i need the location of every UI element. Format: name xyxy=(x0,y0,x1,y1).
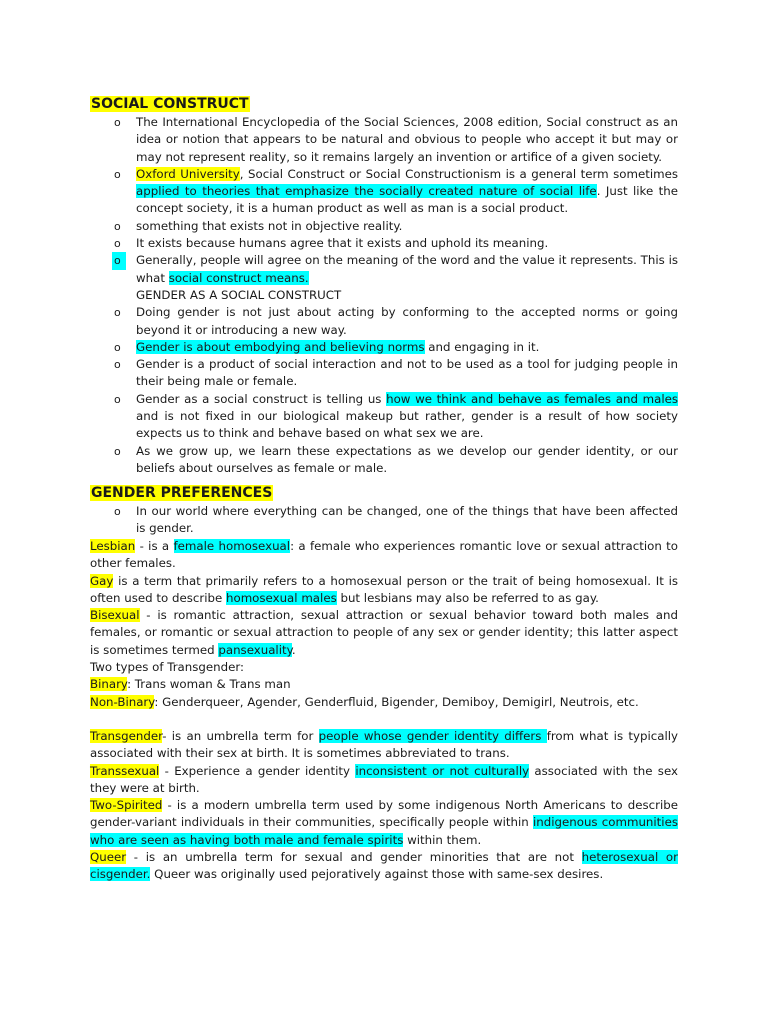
bullet-marker: o xyxy=(114,505,121,518)
social-construct-list xyxy=(90,114,678,477)
definition-text: - is an umbrella term for xyxy=(162,728,319,743)
list-item xyxy=(90,304,678,339)
list-item xyxy=(90,443,678,478)
bullet-marker: o xyxy=(114,167,121,181)
highlight-cyan: social construct means. xyxy=(168,270,309,285)
bullet-marker: o xyxy=(114,392,121,406)
heading-gender-preferences xyxy=(90,484,273,502)
list-item xyxy=(90,339,678,356)
term-highlight: Non-Binary xyxy=(90,694,155,709)
list-item-text: and engaging in it. xyxy=(424,339,540,354)
term-highlight: Transgender xyxy=(90,728,163,743)
definition-text: but lesbians may also be referred to as gay. xyxy=(336,590,599,605)
highlight-cyan: how we think and behave as females and males xyxy=(386,391,678,406)
term-highlight: Gay xyxy=(90,573,114,588)
list-item-text: It exists because humans agree that it exists and uphold its meaning. xyxy=(136,236,549,251)
list-item-text: In our world where everything can be changed, one of the things that have been affected is gender. xyxy=(136,504,678,536)
bullet-marker: o xyxy=(114,340,121,354)
definition-transgender xyxy=(90,728,678,763)
highlight-cyan: indigenous communities who are seen as having both male and female spirits xyxy=(90,815,678,847)
definition-text: from what is typically associated with their sex at birth. It is sometimes abbreviated to trans. xyxy=(90,728,678,761)
definition-text: : Trans woman & Trans man xyxy=(127,677,291,692)
gender-preferences-list xyxy=(90,503,678,538)
definition-text: associated with the sex they were at birth. xyxy=(90,763,678,795)
list-item-text: Gender as a social construct is telling us xyxy=(136,391,387,406)
definition-text: within them. xyxy=(403,832,482,847)
heading-social-construct-text: SOCIAL CONSTRUCT xyxy=(91,96,249,112)
list-item xyxy=(90,114,678,166)
list-item xyxy=(90,503,678,538)
definition-text: - is a modern umbrella term used by some indigenous North Americans to describe gender-variant individuals in their communities, specifically people within xyxy=(90,798,678,830)
definition-gay xyxy=(90,573,678,608)
definition-text: : a female who experiences romantic love or sexual attraction to other females. xyxy=(90,539,678,571)
highlight-cyan: pansexuality xyxy=(218,642,292,657)
list-item xyxy=(90,166,678,218)
definition-bisexual xyxy=(90,607,678,659)
term-highlight: Queer xyxy=(90,850,127,865)
bullet-marker: o xyxy=(114,306,121,320)
list-item-text: The International Encyclopedia of the Social Sciences, 2008 edition, Social construct as an idea or notion that appears to be natural and obvious to people who accept it but may or may not represent reality, so it remains largely an invention or artifice of a given society. xyxy=(136,115,678,164)
list-item-text: Gender is a product of social interaction and not to be used as a tool for judging people in their being male or female. xyxy=(136,357,678,389)
definition-two-spirited xyxy=(90,797,678,849)
heading-gender-preferences-text: GENDER PREFERENCES xyxy=(91,485,273,501)
definition-text: - is romantic attraction, sexual attraction or sexual behavior toward both males and females, or romantic or sexual attraction to people of any sex or gender identity; this latter aspect is sometimes termed xyxy=(90,608,678,657)
bullet-marker: o xyxy=(114,237,121,251)
list-item-text: Generally, people will agree on the meaning of the word and the value it represents. This is what xyxy=(136,253,678,285)
bullet-marker: o xyxy=(114,358,121,372)
highlight-cyan: inconsistent or not culturally xyxy=(355,763,530,778)
bullet-marker: o xyxy=(114,219,121,233)
list-item xyxy=(90,252,678,287)
term-highlight: Lesbian xyxy=(90,539,136,553)
term-highlight: Binary xyxy=(90,677,128,692)
definition-text: . xyxy=(291,642,296,657)
definition-text: - is a xyxy=(135,539,174,553)
list-item-text: As we grow up, we learn these expectations as we develop our gender identity, or our beliefs about ourselves as female or male. xyxy=(136,443,678,475)
term-highlight: Transsexual xyxy=(90,763,160,778)
definition-text: : Genderqueer, Agender, Genderfluid, Bigender, Demiboy, Demigirl, Neutrois, etc. xyxy=(154,694,639,709)
definition-text: - is an umbrella term for sexual and gender minorities that are not xyxy=(126,850,582,865)
list-item xyxy=(90,356,678,391)
list-item-text: Doing gender is not just about acting by conforming to the accepted norms or going beyond it or introducing a new way. xyxy=(136,305,678,337)
subheading-gender-social-construct: GENDER AS A SOCIAL CONSTRUCT xyxy=(136,287,342,302)
bullet-marker-highlighted: o xyxy=(112,252,126,269)
heading-social-construct xyxy=(90,95,250,113)
list-item-text: . Just like the concept society, it is a human product as well as man is a social product. xyxy=(136,184,679,216)
highlight-cyan: people whose gender identity differs xyxy=(318,728,547,743)
definition-queer xyxy=(90,849,678,884)
highlight-cyan: heterosexual or cisgender. xyxy=(90,850,678,882)
definition-transsexual xyxy=(90,763,678,798)
highlight-yellow: Oxford University xyxy=(136,166,240,181)
two-types-label: Two types of Transgender: xyxy=(90,660,244,675)
bullet-marker: o xyxy=(114,116,121,129)
list-item xyxy=(90,218,678,235)
definition-text: Queer was originally used pejoratively against those with same-sex desires. xyxy=(150,867,604,882)
gender-definitions xyxy=(90,538,678,884)
highlight-cyan: female homosexual xyxy=(173,539,291,553)
definition-non-binary xyxy=(90,694,678,711)
bullet-marker: o xyxy=(114,444,121,458)
list-item-text: something that exists not in objective reality. xyxy=(136,218,403,233)
term-highlight: Two-Spirited xyxy=(90,798,163,813)
spacer xyxy=(90,711,678,728)
definition-lesbian xyxy=(90,538,678,573)
list-item xyxy=(90,391,678,443)
definition-text: - Experience a gender identity xyxy=(159,763,356,778)
list-item-text: , Social Construct or Social Constructionism is a general term sometimes xyxy=(239,166,678,181)
highlight-cyan: applied to theories that emphasize the socially created nature of social life xyxy=(136,184,597,199)
highlight-cyan: homosexual males xyxy=(226,590,337,605)
definition-text: is a term that primarily refers to a homosexual person or the trait of being homosexual. It is often used to describe xyxy=(90,573,678,605)
definition-binary xyxy=(90,676,678,693)
list-item xyxy=(90,235,678,252)
list-item-text: and is not fixed in our biological makeup but rather, gender is a result of how society expects us to think and behave based on what sex we are. xyxy=(136,409,678,441)
term-highlight: Bisexual xyxy=(90,608,140,623)
highlight-cyan: Gender is about embodying and believing norms xyxy=(136,339,425,354)
